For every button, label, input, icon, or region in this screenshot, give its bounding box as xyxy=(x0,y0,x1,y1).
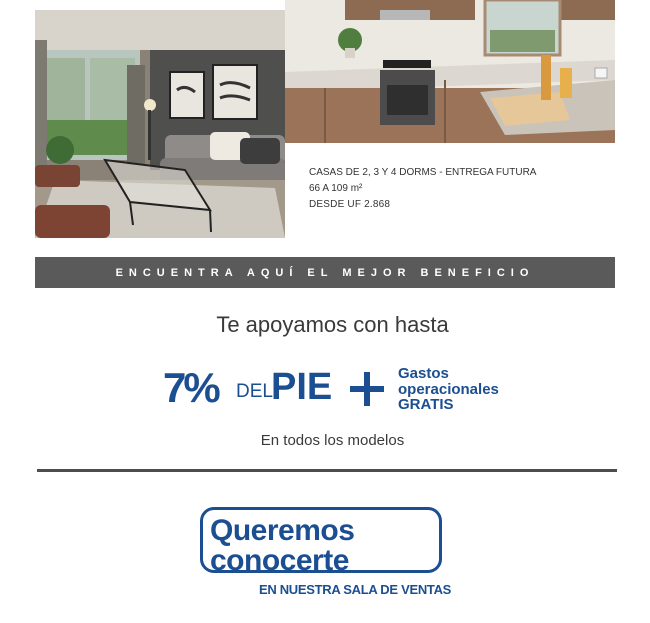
cta-subtitle[interactable]: EN NUESTRA SALA DE VENTAS xyxy=(258,582,452,597)
property-info xyxy=(309,165,609,213)
cta-title-line2: conocerte xyxy=(210,544,349,577)
offer-scope: En todos los modelos xyxy=(260,432,405,449)
discount-pie-label: PIE xyxy=(271,366,333,408)
discount-percent: 7% xyxy=(163,364,218,411)
extra-benefit xyxy=(398,366,499,413)
property-price: DESDE UF 2.868 xyxy=(309,199,391,210)
cta-title[interactable] xyxy=(210,516,354,576)
property-size: 66 A 109 m² xyxy=(309,183,363,194)
extra-benefit-line3: GRATIS xyxy=(398,396,454,413)
offer-intro: Te apoyamos con hasta xyxy=(216,312,449,337)
living-room-photo xyxy=(35,10,285,238)
kitchen-photo xyxy=(285,0,615,143)
extra-benefit-line2: operacionales xyxy=(398,380,499,398)
extra-benefit-line1: Gastos xyxy=(398,365,449,382)
cta-title-line1: Queremos xyxy=(210,514,355,547)
section-divider xyxy=(37,469,617,472)
property-types: CASAS DE 2, 3 Y 4 DORMS - ENTREGA FUTURA xyxy=(309,167,537,178)
discount-del-label: DEL xyxy=(236,381,273,402)
benefit-banner-text: ENCUENTRA AQUÍ EL MEJOR BENEFICIO xyxy=(115,266,535,279)
benefit-banner[interactable] xyxy=(35,257,615,288)
plus-icon xyxy=(350,372,384,406)
